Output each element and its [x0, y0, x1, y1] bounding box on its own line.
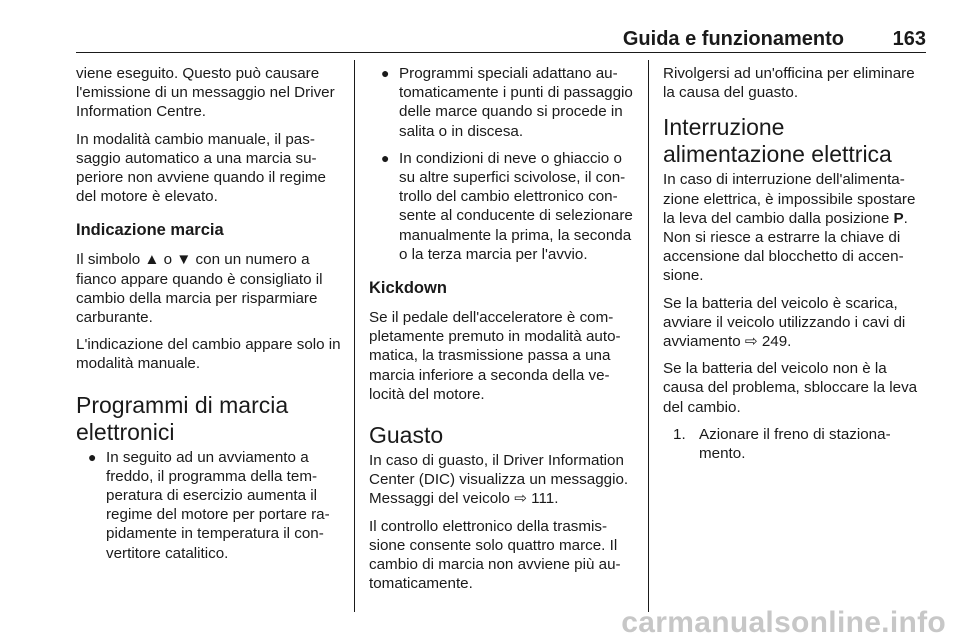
bullet-list [369, 64, 634, 264]
paragraph-text: . Non si riesce a estrarre la chiave di accensione dal blocchetto di accensione. [663, 209, 908, 285]
step-number: 1. [673, 425, 686, 443]
list-item-text: Programmi speciali adattano automaticamente i punti di passaggio delle marce quando si procede in salita o in discesa. [399, 65, 633, 140]
gear-position-p: P [893, 209, 904, 227]
section-title: Guida e funzionamento [622, 28, 844, 50]
column-1 [76, 64, 344, 571]
page-ref-link[interactable]: 111. [526, 490, 559, 508]
paragraph-text: In caso di interruzione dell'alimentazione elettrica, è impossibile spostare la leva del cambio dalla posizione [663, 171, 916, 227]
list-item [369, 64, 634, 141]
paragraph [663, 170, 926, 285]
paragraph: viene eseguito. Questo può causare l'emissione di un messaggio nel Driver Information Centre. [76, 65, 335, 121]
list-item-text: In seguito ad un avviamento a freddo, il programma della temperatura di esercizio aumenta il regime del motore per portare rapidamente in temperatura il convertitore catalitico. [106, 448, 330, 562]
list-item [76, 448, 344, 563]
bullet-icon: ● [88, 448, 97, 465]
step-list [663, 425, 926, 463]
page-header [76, 26, 926, 53]
paragraph: Il controllo elettronico della trasmissione consente solo quattro marce. Il cambio di marcia non avviene più automaticamente. [369, 517, 621, 593]
paragraph [663, 294, 926, 352]
list-item [673, 425, 926, 463]
list-item [369, 149, 634, 264]
paragraph: Rivolgersi ad un'officina per eliminare la causa del guasto. [663, 65, 915, 102]
column-2 [369, 64, 634, 601]
list-item-text: Azionare il freno di stazionamento. [699, 425, 891, 463]
paragraph: L'indicazione del cambio appare solo in modalità manuale. [76, 336, 341, 373]
column-3 [663, 64, 926, 463]
heading-kickdown: Kickdown [369, 279, 447, 298]
paragraph-text: Se la batteria del veicolo è scarica, avviare il veicolo utilizzando i cavi di avviamento [663, 294, 906, 351]
bullet-icon: ● [381, 65, 390, 81]
heading-power-interruption: Interruzione alimentazione elettrica [663, 114, 892, 168]
heading-fault: Guasto [369, 422, 444, 449]
column-divider [354, 60, 355, 612]
paragraph: In modalità cambio manuale, il passaggio automatico a una marcia superiore non avviene quando il regime del motore è elevato. [76, 130, 326, 206]
heading-gear-indication: Indicazione marcia [76, 221, 224, 240]
page-ref-icon: ⇨ [514, 490, 527, 508]
column-divider [648, 60, 649, 612]
watermark: carmanualsonline.info [621, 606, 946, 639]
paragraph-text: In caso di guasto, il Driver Information Center (DIC) visualizza un messaggio. Messaggi del veicolo [369, 452, 629, 508]
page-number: 163 [892, 28, 926, 50]
paragraph: Se la batteria del veicolo non è la causa del problema, sbloccare la leva del cambio. [663, 360, 918, 416]
list-item-text: In condizioni di neve o ghiaccio o su altre superfici scivolose, il controllo del cambio elettronico consente al conducente di selezionare manualmente la prima, la seconda o la terza marcia per l'avvio. [399, 149, 633, 263]
paragraph: Se il pedale dell'acceleratore è completamente premuto in modalità automatica, la trasmissione passa a una marcia inferiore a seconda della velocità del motore. [369, 309, 621, 403]
heading-electronic-programs: Programmi di marcia elettronici [76, 391, 289, 445]
bullet-icon: ● [381, 149, 390, 166]
paragraph [369, 451, 634, 509]
page-ref-link[interactable]: 249. [757, 333, 792, 351]
bullet-list [76, 448, 344, 563]
page-ref-icon: ⇨ [744, 333, 758, 351]
paragraph: Il simbolo ▲ o ▼ con un numero a fianco appare quando è consigliato il cambio della marcia per risparmiare carburante. [76, 251, 323, 327]
